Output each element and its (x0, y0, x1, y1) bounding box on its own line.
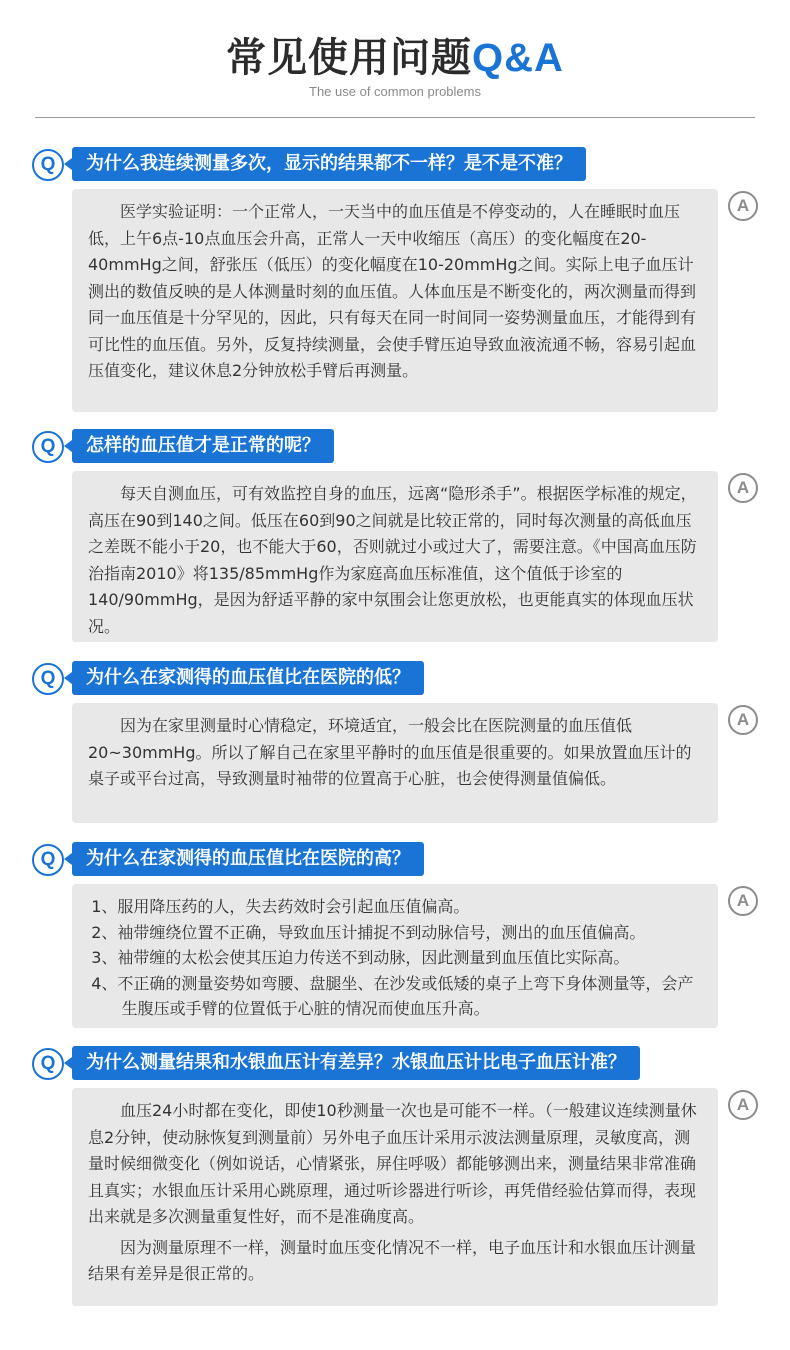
q-badge-icon: Q (32, 149, 64, 181)
a-badge-icon: A (728, 886, 758, 916)
a-badge-icon: A (728, 1090, 758, 1120)
answer-paragraph: 因为在家里测量时心情稳定，环境适宜，一般会比在医院测量的血压值低20~30mmHg。所以了解自己在家里平静时的血压值是很重要的。如果放置血压计的桌子或平台过高，导致测量时袖带的位置高于心脏，也会使得测量值偏低。 (88, 716, 692, 788)
question-bar: 怎样的血压值才是正常的呢？ (72, 429, 334, 463)
page-title-qa: Q&A (472, 36, 564, 80)
a-badge-icon: A (728, 191, 758, 221)
answer-paragraph: 每天自测血压，可有效监控自身的血压，远离“隐形杀手”。根据医学标准的规定，高压在90到140之间。低压在60到90之间就是比较正常的，同时每次测量的高低血压之差既不能小于20，也不能大于60，否则就过小或过大了，需要注意。《中国高血压防治指南2010》将135/85mmHg作为家庭高血压标准值，这个值低于诊室的140/90mmHg，是因为舒适平静的家中氛围会让您更放松，也更能真实的体现血压状况。 (88, 484, 697, 636)
answer-box (72, 884, 718, 1028)
answer-box (72, 471, 718, 642)
q-badge-icon: Q (32, 431, 64, 463)
answer-box (72, 703, 718, 823)
page-subtitle: The use of common problems (309, 84, 481, 99)
page-header (0, 0, 790, 120)
q-badge-icon: Q (32, 663, 64, 695)
header-divider (35, 117, 755, 118)
q-badge-icon: Q (32, 844, 64, 876)
page-title (0, 30, 790, 86)
page-title-cn: 常见使用问题 (226, 35, 473, 81)
answer-box (72, 189, 718, 412)
a-badge-icon: A (728, 705, 758, 735)
answer-list-item: 4、不正确的测量姿势如弯腰、盘腿坐、在沙发或低矮的桌子上弯下身体测量等，会产生腹压或手臂的位置低于心脏的情况而使血压升高。 (91, 973, 694, 1018)
answer-paragraph: 因为测量原理不一样，测量时血压变化情况不一样，电子血压计和水银血压计测量结果有差异是很正常的。 (88, 1237, 697, 1283)
answer-box (72, 1088, 718, 1306)
question-bar: 为什么测量结果和水银血压计有差异？水银血压计比电子血压计准？ (72, 1046, 640, 1080)
question-bar: 为什么在家测得的血压值比在医院的低？ (72, 661, 424, 695)
answer-list-item: 3、袖带缠的太松会使其压迫力传送不到动脉，因此测量到血压值比实际高。 (91, 948, 630, 967)
answer-list-item: 2、袖带缠绕位置不正确，导致血压计捕捉不到动脉信号，测出的血压值偏高。 (91, 922, 646, 942)
answer-paragraph: 医学实验证明：一个正常人，一天当中的血压值是不停变动的，人在睡眠时血压低，上午6点-10点血压会升高，正常人一天中收缩压（高压）的变化幅度在20-40mmHg之间，舒张压（低压）的变化幅度在10-20mmHg之间。实际上电子血压计测出的数值反映的是人体测量时刻的血压值。人体血压是不断变化的，两次测量而得到同一血压值是十分罕见的，因此，只有每天在同一时间同一姿势测量血压，才能得到有可比性的血压值。另外，反复持续测量，会使手臂压迫导致血液流通不畅，容易引起血压值变化，建议休息2分钟放松手臂后再测量。 (88, 202, 697, 380)
a-badge-icon: A (728, 473, 758, 503)
question-bar: 为什么我连续测量多次，显示的结果都不一样？是不是不准？ (72, 147, 586, 181)
answer-list-item: 1、服用降压药的人，失去药效时会引起血压值偏高。 (91, 897, 470, 916)
answer-paragraph: 血压24小时都在变化，即使10秒测量一次也是可能不一样。（一般建议连续测量休息2分钟，使动脉恢复到测量前）另外电子血压计采用示波法测量原理，灵敏度高，测量时候细微变化（例如说话，心情紧张，屏住呼吸）都能够测出来，测量结果非常准确且真实；水银血压计采用心跳原理，通过听诊器进行听诊，再凭借经验估算而得，表现出来就是多次测量重复性好，而不是准确度高。 (88, 1101, 697, 1226)
question-bar: 为什么在家测得的血压值比在医院的高？ (72, 842, 424, 876)
q-badge-icon: Q (32, 1048, 64, 1080)
